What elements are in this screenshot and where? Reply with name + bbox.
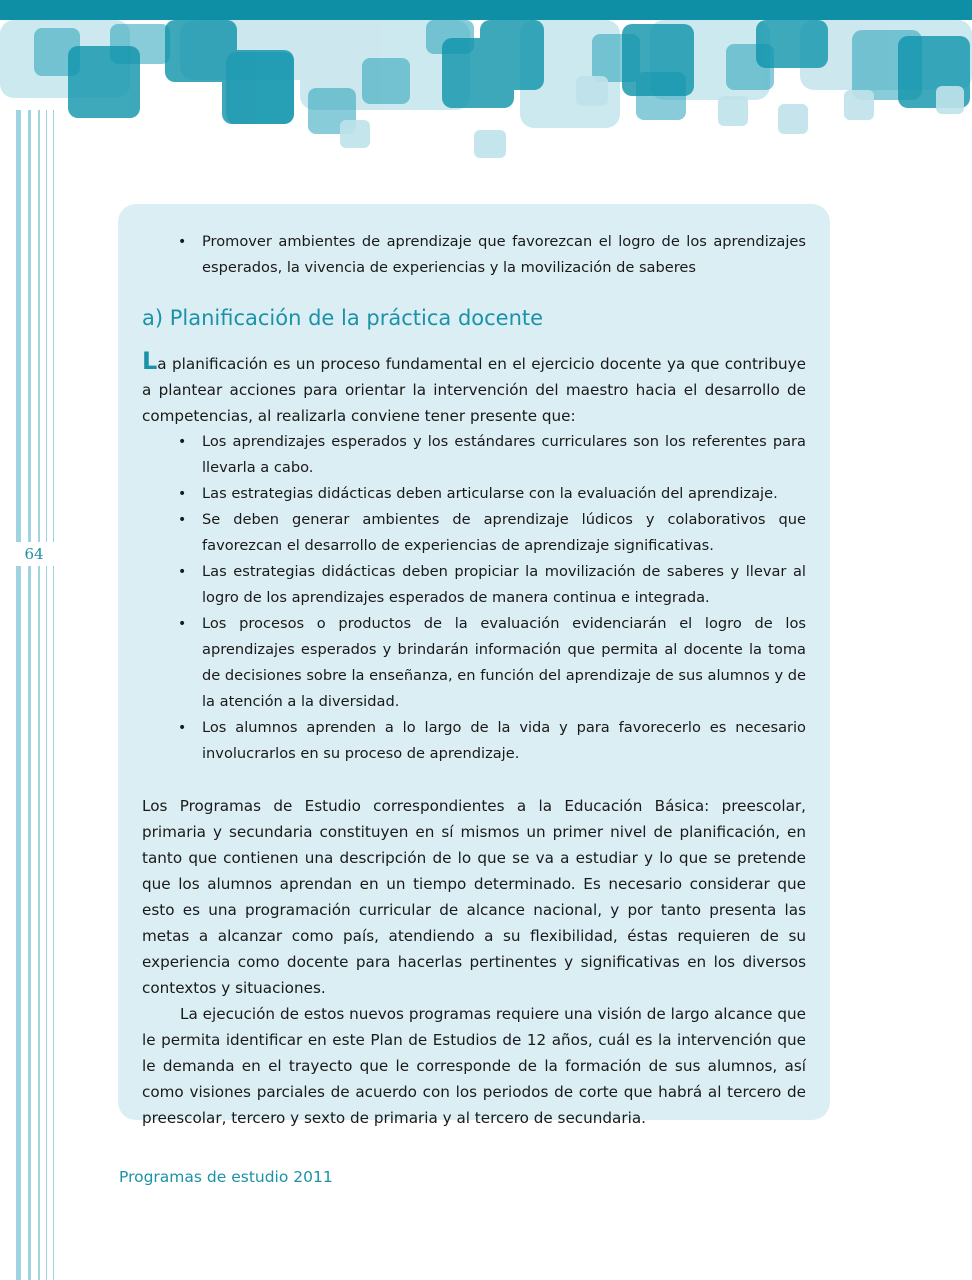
footer-title: Programas de estudio 2011 (119, 1168, 333, 1186)
list-item: • Promover ambientes de aprendizaje que favorezcan el logro de los aprendizajes esperados, la vivencia de experiencias y la movilización de saberes (142, 229, 806, 281)
section-heading: a) Planificación de la práctica docente (142, 306, 544, 330)
content-box (118, 204, 830, 1127)
drop-cap: L (142, 347, 158, 375)
page-number: 64 (14, 542, 54, 566)
list-item: • Los aprendizajes esperados y los estándares curriculares son los referentes para llevarla a cabo. (142, 429, 806, 481)
paragraph-execution: La ejecución de estos nuevos programas requiere una visión de largo alcance que le permita identificar en este Plan de Estudios de 12 años, cuál es la intervención que le demanda en el trayecto que le corresponde de la formación de sus alumnos, así como visiones parciales de acuerdo con los periodos de corte que habrá al tercero de preescolar, tercero y sexto de primaria y al tercero de secundaria. (142, 1005, 806, 1127)
side-stripes (0, 0, 60, 1280)
header-bar (0, 0, 972, 20)
paragraph-intro-text: a planificación es un proceso fundamental en el ejercicio docente ya que contribuye a plantear acciones para orientar la intervención del maestro hacia el desarrollo de competencias, al realizarla conviene tener presente que: (142, 355, 806, 425)
list-item: • Las estrategias didácticas deben propiciar la movilización de saberes y llevar al logro de los aprendizajes esperados de manera continua e integrada. (142, 559, 806, 611)
list-item: • Los procesos o productos de la evaluación evidenciarán el logro de los aprendizajes esperados y brindarán información que permita al docente la toma de decisiones sobre la enseñanza, en función del aprendizaje de sus alumnos y de la atención a la diversidad. (142, 611, 806, 715)
header-decoration (0, 20, 972, 170)
bullet-list (142, 429, 806, 767)
paragraph-programs: Los Programas de Estudio correspondientes a la Educación Básica: preescolar, primaria y secundaria constituyen en sí mismos un primer nivel de planificación, en tanto que contienen una descripción de lo que se va a estudiar y lo que se pretende que los alumnos aprendan en un tiempo determinado. Es necesario considerar que esto es una programación curricular de alcance nacional, y por tanto presenta las metas a alcanzar como país, atendiendo a su flexibilidad, éstas requieren de su experiencia como docente para hacerlas pertinentes y significativas en los diversos contextos y situaciones. (142, 797, 806, 997)
list-item: • Los alumnos aprenden a lo largo de la vida y para favorecerlo es necesario involucrarlos en su proceso de aprendizaje. (142, 715, 806, 767)
paragraph-intro (142, 347, 806, 429)
list-item: • Se deben generar ambientes de aprendizaje lúdicos y colaborativos que favorezcan el desarrollo de experiencias de aprendizaje significativas. (142, 507, 806, 559)
intro-bullet-list (142, 229, 806, 281)
list-item: • Las estrategias didácticas deben articularse con la evaluación del aprendizaje. (142, 481, 806, 507)
